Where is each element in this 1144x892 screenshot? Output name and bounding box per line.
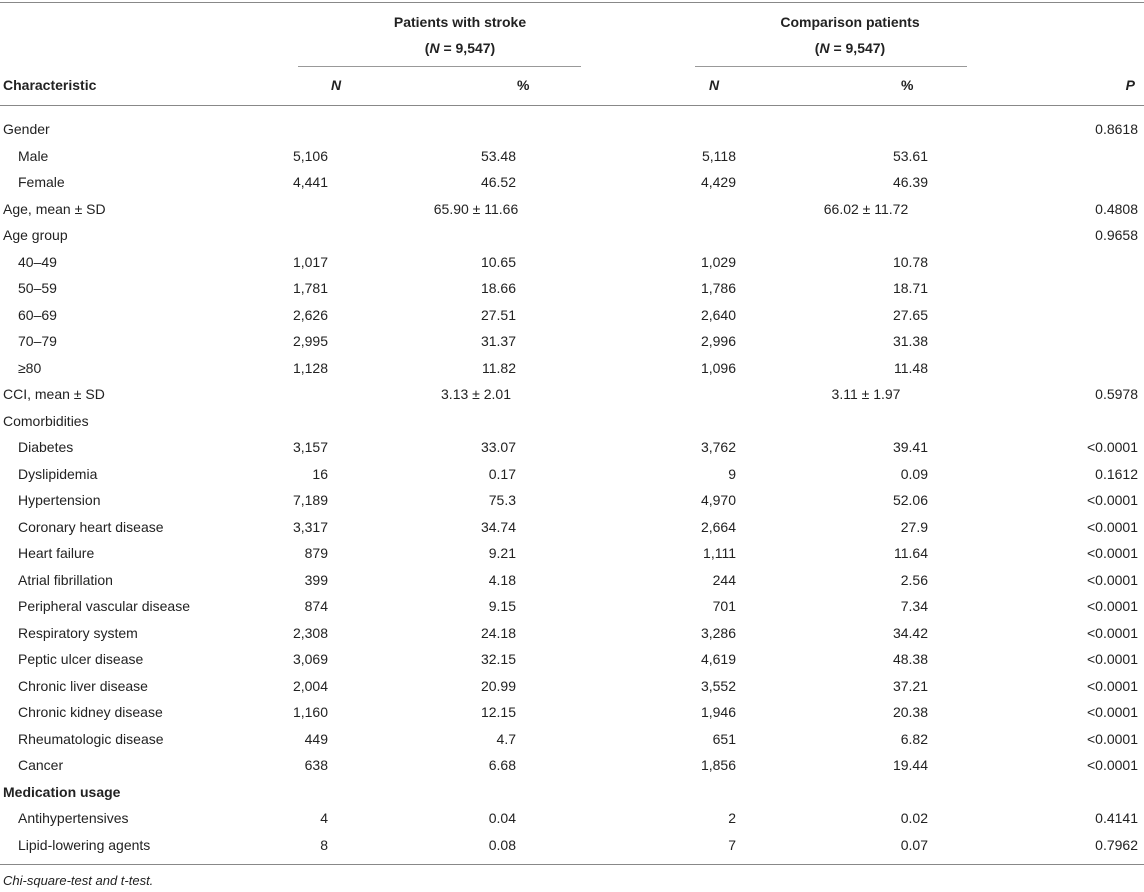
cell-pct-stroke: 0.17 [488,465,516,482]
table-row [0,355,1144,382]
cell-n-comparison: 1,946 [700,704,736,720]
cell-pct-comparison: 34.42 [892,624,928,641]
row-label: Atrial fibrillation [18,571,113,588]
table-row [0,169,1144,196]
group-title: Comparison patients [780,14,920,30]
group-header-comparison [720,14,980,56]
cell-n-comparison: 1,096 [700,359,736,376]
table-row [0,752,1144,779]
table-body [0,116,1144,858]
cell-n-comparison: 2,664 [700,518,736,535]
table-row [0,673,1144,700]
cell-p-value: 0.7962 [1095,836,1138,853]
cell-pct-stroke: 9.21 [488,545,516,561]
table-row [0,832,1144,859]
cell-pct-comparison: 53.61 [892,147,928,164]
cell-n-stroke: 638 [304,757,328,773]
cell-n-stroke: 4 [320,810,328,826]
cell-pct-comparison: 7.34 [900,598,928,614]
table-row [0,540,1144,567]
cell-pct-stroke: 0.04 [488,810,516,826]
cell-p-value: <0.0001 [1087,439,1138,455]
row-label: Gender [3,121,50,137]
table-row [0,726,1144,753]
cell-p-value: 0.5978 [1095,386,1138,402]
cell-p-value: 0.4808 [1095,200,1138,217]
cell-pct-comparison: 48.38 [892,651,928,667]
cell-pct-comparison: 46.39 [892,174,928,190]
table-row [0,699,1144,726]
row-label: Heart failure [18,545,95,561]
table-row [0,620,1144,647]
table-row [0,381,1144,408]
cell-pct-stroke: 34.74 [480,518,516,535]
group-header-stroke [330,14,590,56]
cell-pct-comparison: 52.06 [892,492,928,508]
cell-n-comparison: 701 [712,598,736,614]
cell-pct-stroke: 24.18 [480,624,516,641]
cell-n-stroke: 874 [304,598,328,614]
cell-n-comparison: 3,552 [700,677,736,694]
table-row [0,646,1144,673]
cell-n-comparison: 244 [712,571,736,588]
cell-p-value: <0.0001 [1087,730,1138,747]
col-header-pct: % [517,77,530,93]
cell-p-value: 0.8618 [1095,121,1138,137]
cell-n-comparison: 7 [728,836,736,853]
cell-n-stroke: 3,157 [292,439,328,455]
cell-pct-comparison: 18.71 [892,280,928,296]
cell-mean-stroke: 3.13 ± 2.01 [441,386,511,402]
cell-n-stroke: 5,106 [292,147,328,164]
table-row [0,143,1144,170]
table-row [0,567,1144,594]
table-row [0,408,1144,435]
cell-pct-stroke: 11.82 [482,359,516,376]
group-underline [695,66,967,67]
group-n: (N = 9,547) [814,40,886,56]
table-row [0,593,1144,620]
table-top-rule [0,2,1144,3]
cell-n-stroke: 7,189 [292,492,328,508]
cell-n-stroke: 879 [304,545,328,561]
table-row [0,434,1144,461]
row-label: Antihypertensives [18,810,129,826]
table-bottom-rule [0,864,1144,865]
cell-n-comparison: 1,111 [703,545,736,561]
cell-n-comparison: 1,029 [700,253,736,270]
cell-n-stroke: 1,781 [292,280,328,296]
row-label: Peripheral vascular disease [18,598,190,614]
cell-pct-stroke: 53.48 [480,147,516,164]
cell-pct-stroke: 75.3 [488,492,516,508]
row-label: Peptic ulcer disease [18,651,144,667]
cell-n-comparison: 5,118 [702,147,736,164]
row-label: 50–59 [18,280,57,296]
cell-n-stroke: 4,441 [292,174,328,190]
cell-n-comparison: 4,970 [700,492,736,508]
row-label: Chronic kidney disease [18,704,163,720]
group-title: Patients with stroke [393,14,527,30]
row-label: ≥80 [18,359,42,376]
table-row [0,302,1144,329]
group-underline [298,66,581,67]
table-row [0,805,1144,832]
cell-p-value: 0.4141 [1095,810,1138,826]
cell-n-stroke: 16 [312,465,328,482]
table-row [0,487,1144,514]
cell-pct-comparison: 0.09 [900,465,928,482]
row-label: Cancer [18,757,64,773]
cell-pct-stroke: 20.99 [480,677,516,694]
cell-pct-comparison: 11.48 [894,359,928,376]
cell-n-comparison: 651 [712,730,736,747]
table-row [0,461,1144,488]
cell-pct-comparison: 0.07 [900,836,928,853]
cell-pct-comparison: 6.82 [900,730,928,747]
row-label: CCI, mean ± SD [3,386,105,402]
col-header-n: N [331,77,342,93]
cell-n-stroke: 1,017 [292,253,328,270]
cell-pct-stroke: 32.15 [480,651,516,667]
table-row [0,116,1144,143]
cell-pct-stroke: 10.65 [480,253,516,270]
cell-n-stroke: 2,308 [292,624,328,641]
col-header-characteristic: Characteristic [3,77,97,93]
cell-pct-comparison: 27.9 [900,518,928,535]
cell-n-stroke: 2,004 [292,677,328,694]
row-label: Respiratory system [18,624,138,641]
group-n: (N = 9,547) [424,40,496,56]
row-label: Female [18,174,65,190]
row-label: 70–79 [18,333,57,349]
cell-n-stroke: 8 [320,836,328,853]
cell-mean-comparison: 3.11 ± 1.97 [831,386,901,402]
cell-pct-stroke: 27.51 [480,306,516,323]
cell-n-stroke: 2,626 [292,306,328,323]
cell-pct-comparison: 0.02 [900,810,928,826]
row-label: Male [18,147,49,164]
cell-pct-comparison: 20.38 [892,704,928,720]
table-row [0,514,1144,541]
cell-pct-comparison: 10.78 [892,253,928,270]
cell-pct-stroke: 6.68 [488,757,516,773]
cell-pct-comparison: 39.41 [892,439,928,455]
cell-n-comparison: 1,786 [700,280,736,296]
table-row [0,222,1144,249]
cell-n-stroke: 3,069 [292,651,328,667]
cell-pct-stroke: 4.18 [488,571,516,588]
cell-pct-comparison: 27.65 [892,306,928,323]
cell-n-comparison: 3,762 [700,439,736,455]
cell-n-stroke: 1,160 [292,704,328,720]
cell-n-comparison: 3,286 [700,624,736,641]
cell-pct-comparison: 31.38 [892,333,928,349]
cell-p-value: <0.0001 [1087,571,1138,588]
cell-pct-stroke: 12.15 [480,704,516,720]
cell-pct-comparison: 37.21 [892,677,928,694]
cell-mean-comparison: 66.02 ± 11.72 [823,200,909,217]
cell-n-comparison: 2,996 [700,333,736,349]
table-row [0,275,1144,302]
row-label: Chronic liver disease [18,677,148,694]
row-label: Age, mean ± SD [3,200,106,217]
cell-pct-stroke: 4.7 [496,730,516,747]
cell-pct-comparison: 11.64 [894,545,928,561]
cell-p-value: <0.0001 [1087,518,1138,535]
cell-p-value: 0.9658 [1095,227,1138,243]
row-label: Diabetes [18,439,74,455]
cell-p-value: <0.0001 [1087,757,1138,773]
row-label: Dyslipidemia [18,465,98,482]
cell-p-value: <0.0001 [1087,677,1138,694]
cell-n-stroke: 2,995 [292,333,328,349]
cell-p-value: <0.0001 [1087,598,1138,614]
col-header-pct: % [901,77,914,93]
cell-n-comparison: 9 [728,465,736,482]
cell-mean-stroke: 65.90 ± 11.66 [433,200,519,217]
cell-n-stroke: 1,128 [292,359,328,376]
cell-n-comparison: 1,856 [700,757,736,773]
cell-pct-stroke: 0.08 [488,836,516,853]
cell-n-stroke: 3,317 [292,518,328,535]
row-label: 60–69 [18,306,57,323]
table-row [0,328,1144,355]
cell-pct-stroke: 18.66 [480,280,516,296]
cell-pct-comparison: 19.44 [892,757,928,773]
cell-p-value: <0.0001 [1087,492,1138,508]
cell-pct-comparison: 2.56 [900,571,928,588]
cell-p-value: <0.0001 [1087,624,1138,641]
cell-p-value: <0.0001 [1087,704,1138,720]
cell-n-comparison: 4,619 [700,651,736,667]
row-label: Coronary heart disease [18,518,164,535]
cell-pct-stroke: 33.07 [480,439,516,455]
cell-p-value: 0.1612 [1095,465,1138,482]
table-row [0,196,1144,223]
cell-n-stroke: 399 [304,571,328,588]
cell-pct-stroke: 9.15 [488,598,516,614]
col-header-n: N [709,77,720,93]
row-label: Lipid-lowering agents [18,836,151,853]
table-footnote: Chi-square-test and t-test. [3,873,154,888]
cell-pct-stroke: 31.37 [480,333,516,349]
col-header-p: P [1125,77,1135,93]
table-row [0,249,1144,276]
row-label: Comorbidities [3,412,89,429]
cell-n-stroke: 449 [304,730,328,747]
row-label: Age group [3,227,68,243]
cell-n-comparison: 2,640 [700,306,736,323]
cell-pct-stroke: 46.52 [480,174,516,190]
row-label: Rheumatologic disease [18,730,164,747]
table-row [0,779,1144,806]
cell-n-comparison: 2 [728,810,736,826]
cell-n-comparison: 4,429 [700,174,736,190]
row-label: Hypertension [18,492,101,508]
row-label: 40–49 [18,253,57,270]
header-rule [0,105,1144,106]
cell-p-value: <0.0001 [1087,545,1138,561]
row-label: Medication usage [3,783,121,800]
cell-p-value: <0.0001 [1087,651,1138,667]
